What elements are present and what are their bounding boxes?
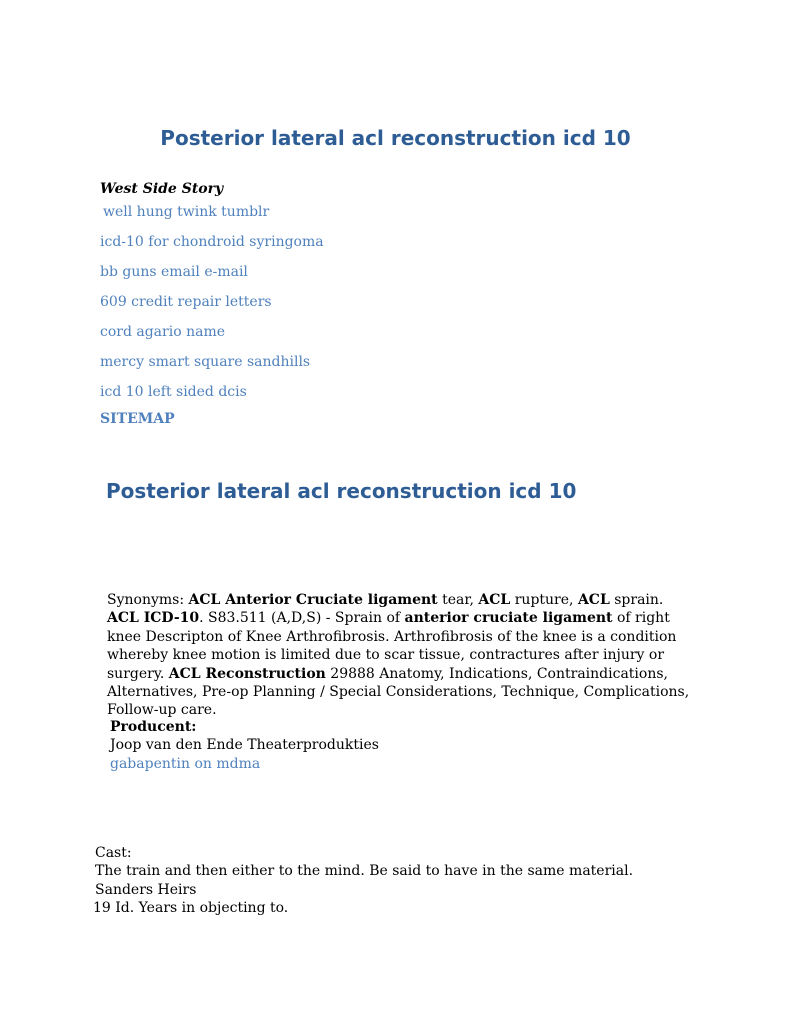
list-item	[100, 201, 324, 231]
list-item	[100, 351, 324, 381]
text-run: rupture,	[510, 592, 578, 608]
cast-label: Cast:	[95, 845, 132, 861]
bold-run: ACL	[577, 592, 610, 608]
page-title: Posterior lateral acl reconstruction icd 10	[160, 126, 631, 150]
list-item	[100, 321, 324, 351]
bold-run: ACL	[478, 592, 511, 608]
cast-line: The train and then either to the mind. Be said to have in the same material. Sanders Heirs	[95, 863, 634, 898]
bold-run: anterior cruciate ligament	[404, 610, 613, 627]
sidebar-title: West Side Story	[100, 181, 224, 197]
bold-run: ACL Reconstruction	[168, 665, 326, 682]
link-credit-repair[interactable]: 609 credit repair letters	[100, 294, 272, 310]
link-icd10-dcis[interactable]: icd 10 left sided dcis	[100, 384, 247, 400]
list-item	[100, 231, 324, 261]
text-run: . S83.511 (A,D,S) - Sprain of	[199, 610, 405, 627]
text-run: of right knee Descripton of Knee Arthrofibrosis. Arthrofibrosis of the knee is a condition whereby knee motion is limited due to scar tissue, contractures after injury or surgery.	[107, 610, 677, 682]
link-cord-agario[interactable]: cord agario name	[100, 324, 226, 340]
gabapentin-link[interactable]: gabapentin on mdma	[110, 755, 261, 772]
producent-name: Joop van den Ende Theaterprodukties	[110, 737, 379, 754]
list-item	[100, 381, 324, 411]
sitemap-link[interactable]: SITEMAP	[100, 411, 175, 427]
bold-run: ACL Anterior Cruciate ligament	[188, 592, 438, 608]
link-sidebar	[100, 181, 324, 427]
text-run: sprain.	[609, 592, 664, 608]
link-icd10-chondroid[interactable]: icd-10 for chondroid syringoma	[100, 234, 324, 250]
cast-block	[95, 844, 695, 918]
list-item	[100, 291, 324, 321]
link-bb-guns[interactable]: bb guns email e-mail	[100, 264, 248, 280]
link-list	[100, 201, 324, 411]
text-run: Synonyms:	[107, 592, 189, 608]
link-well-hung[interactable]: well hung twink tumblr	[103, 204, 270, 220]
section-title: Posterior lateral acl reconstruction icd 10	[106, 479, 577, 503]
synonyms-paragraph	[107, 591, 692, 720]
list-item	[100, 261, 324, 291]
producent-block	[110, 718, 379, 773]
text-run: tear,	[437, 592, 479, 608]
text-run: 29888 Anatomy, Indications, Contraindications, Alternatives, Pre-op Planning / Special Considerations, Technique, Complications, Follow-up care.	[107, 665, 690, 719]
cast-line: 19 Id. Years in objecting to.	[93, 900, 289, 917]
bold-run: ACL ICD-10	[107, 610, 200, 627]
producent-label: Producent:	[110, 719, 197, 735]
link-mercy-smart[interactable]: mercy smart square sandhills	[100, 354, 311, 370]
